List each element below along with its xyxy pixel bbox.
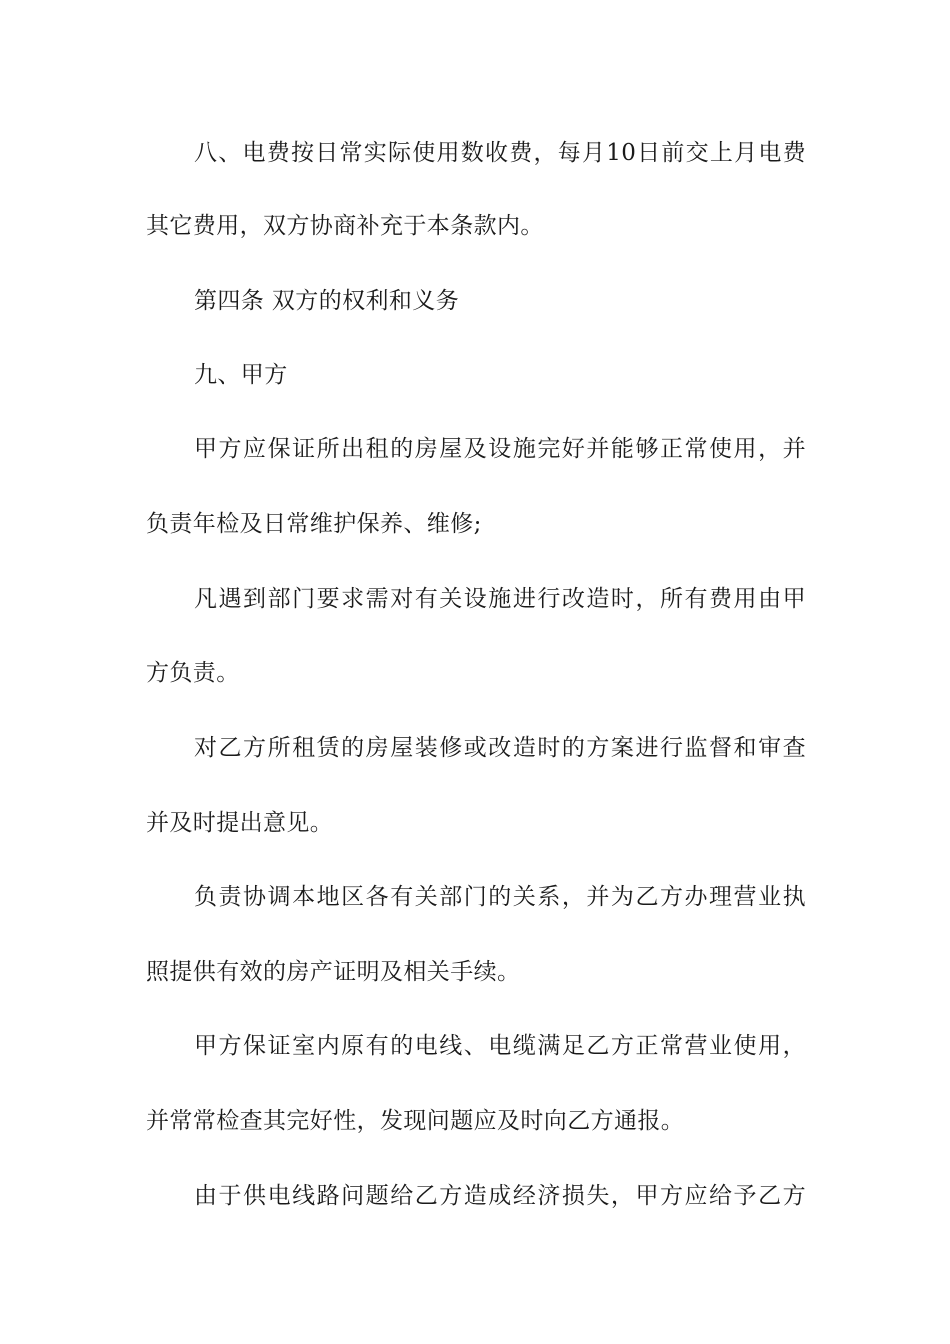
subsection-heading: 九、甲方 — [194, 362, 288, 388]
paragraph-line: 并常常检查其完好性，发现问题应及时向乙方通报。 — [146, 1108, 685, 1134]
section-heading: 第四条 双方的权利和义务 — [194, 288, 460, 314]
paragraph-line: 凡遇到部门要求需对有关设施进行改造时，所有费用由甲 — [194, 586, 806, 612]
paragraph-line: 负责协调本地区各有关部门的关系，并为乙方办理营业执 — [194, 884, 806, 910]
paragraph-line: 八、电费按日常实际使用数收费，每月10日前交上月电费 — [194, 140, 806, 166]
paragraph-line: 照提供有效的房产证明及相关手续。 — [146, 959, 521, 985]
paragraph-line: 并及时提出意见。 — [146, 810, 334, 836]
paragraph-line: 甲方保证室内原有的电线、电缆满足乙方正常营业使用， — [194, 1033, 806, 1059]
paragraph-line: 其它费用，双方协商补充于本条款内。 — [146, 213, 544, 239]
paragraph-line: 负责年检及日常维护保养、维修; — [146, 511, 482, 537]
paragraph-line: 方负责。 — [146, 660, 240, 686]
paragraph-line: 甲方应保证所出租的房屋及设施完好并能够正常使用，并 — [194, 436, 806, 462]
paragraph-line: 由于供电线路问题给乙方造成经济损失，甲方应给予乙方 — [194, 1183, 806, 1209]
paragraph-line: 对乙方所租赁的房屋装修或改造时的方案进行监督和审查 — [194, 735, 806, 761]
